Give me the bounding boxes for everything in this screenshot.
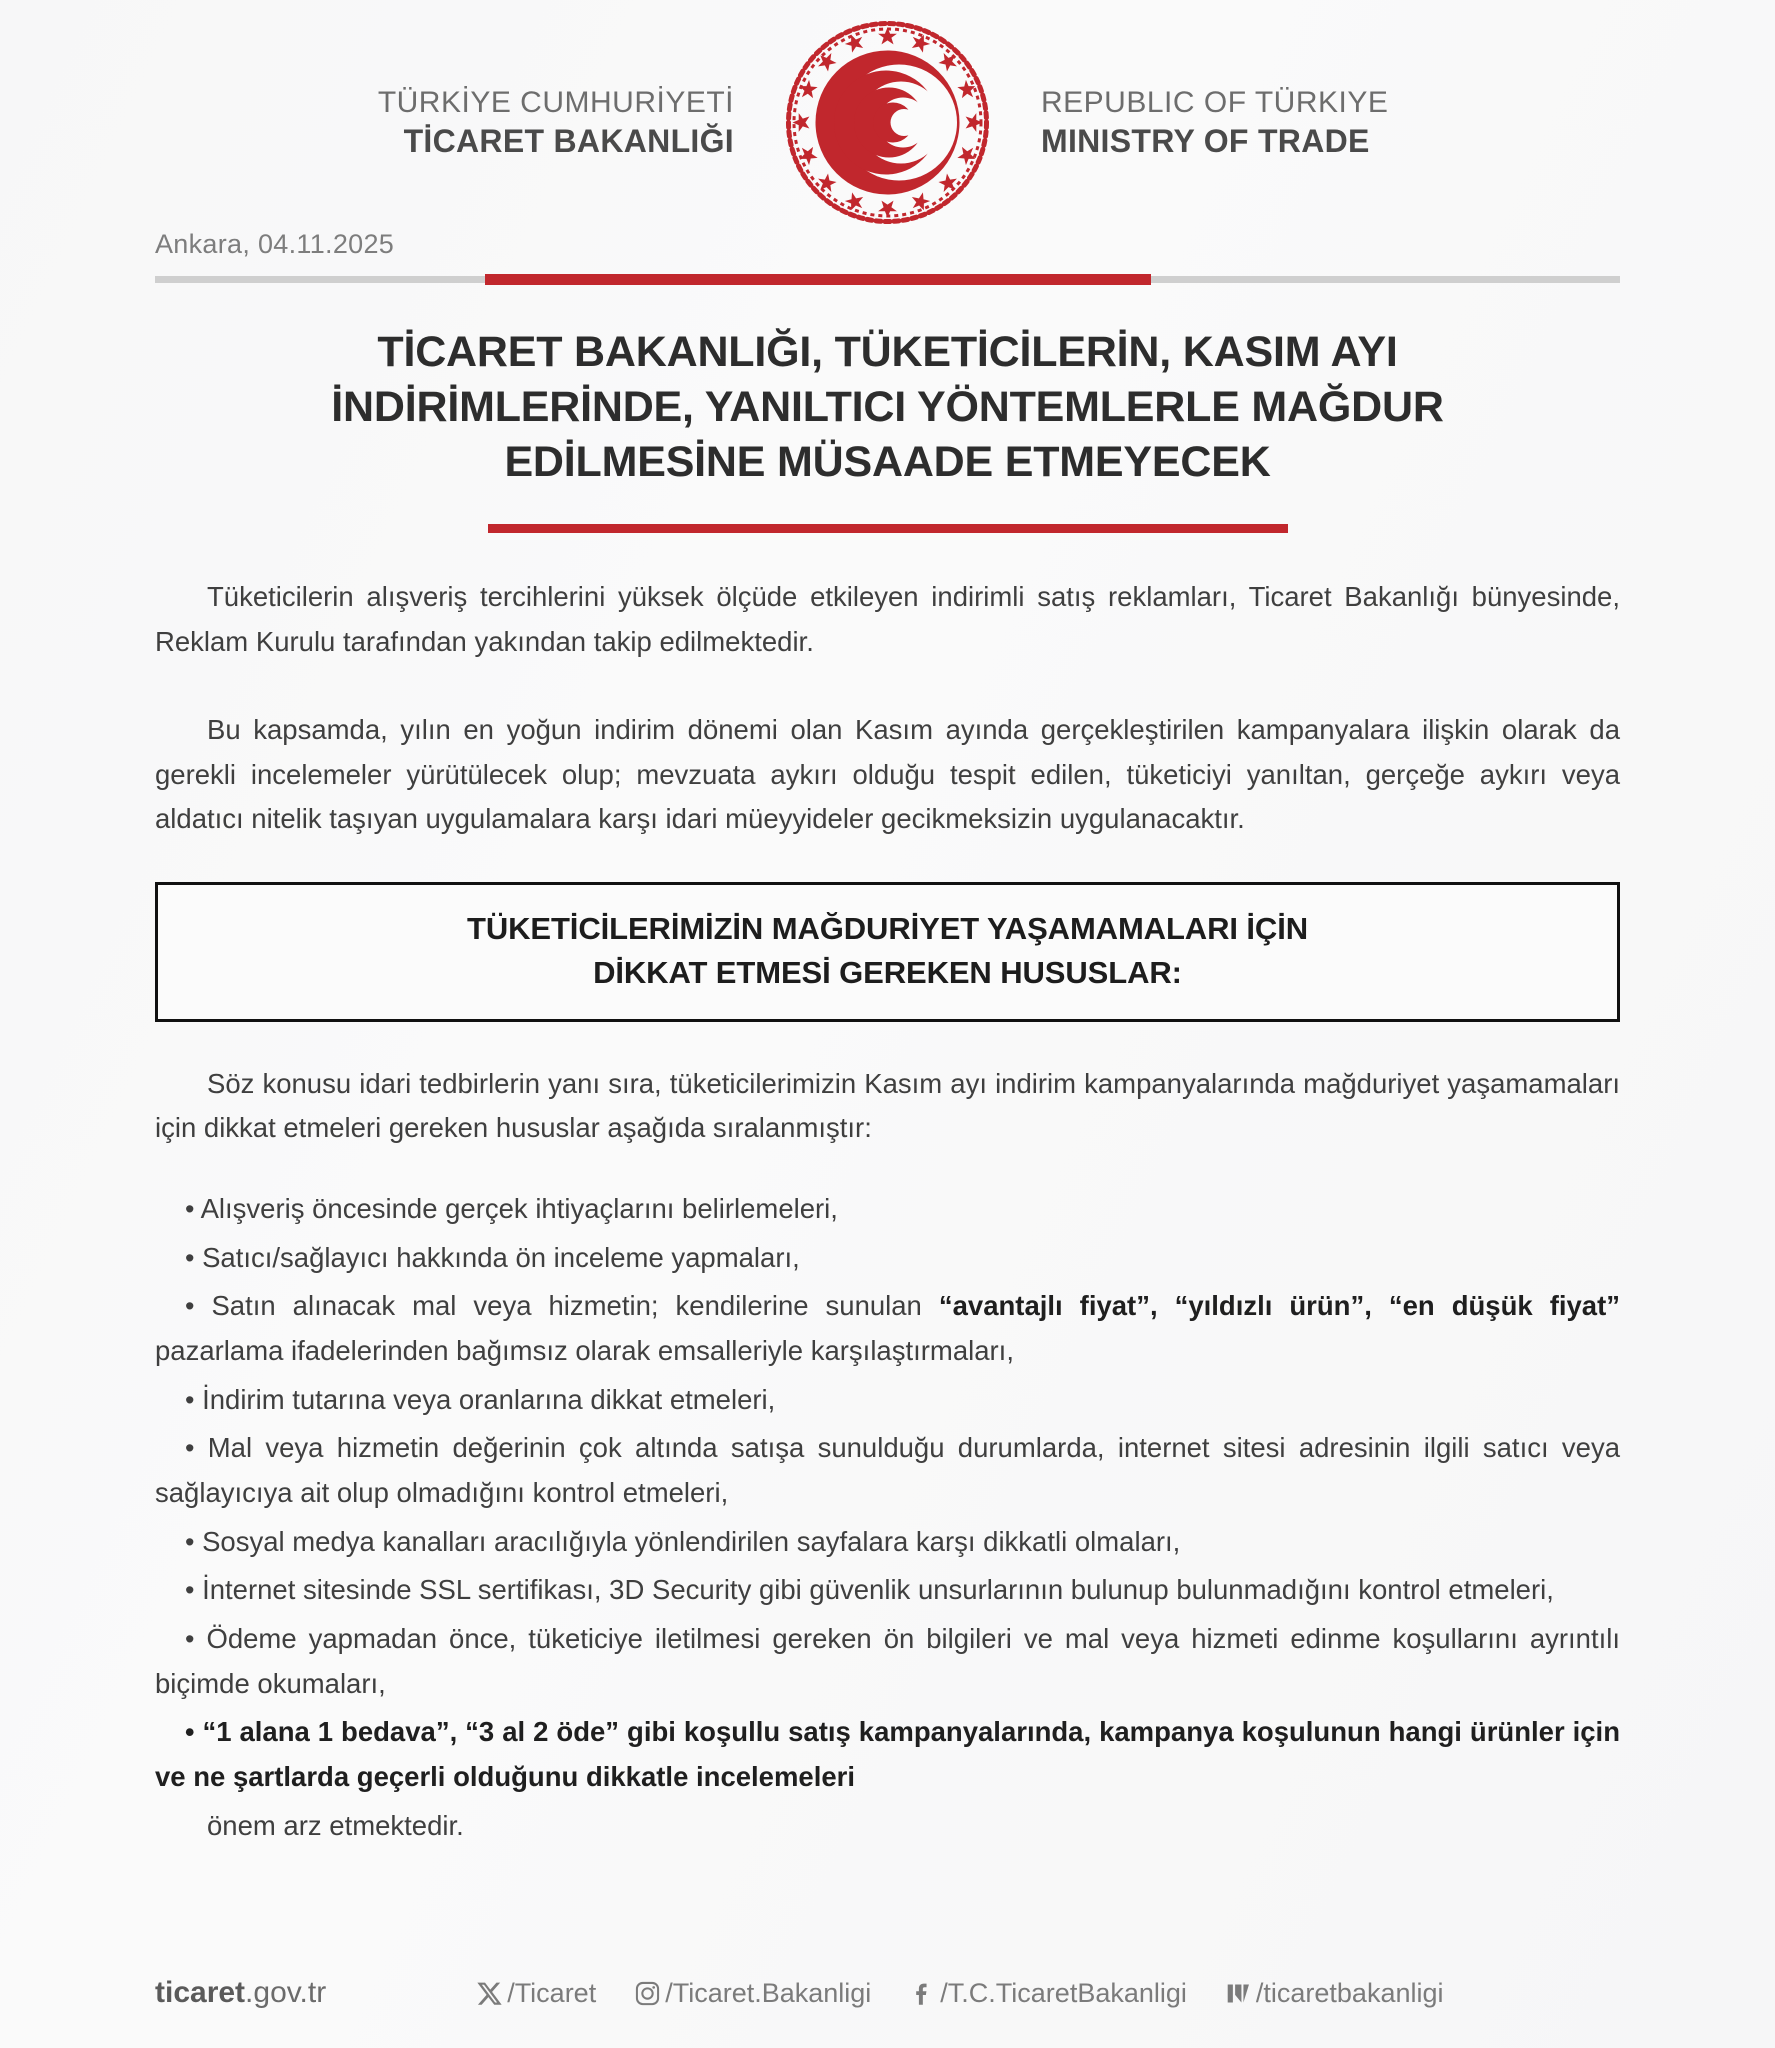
- list-item: [155, 1378, 1620, 1423]
- header-tr-line1: TÜRKİYE CUMHURİYETİ: [377, 85, 734, 119]
- facebook-icon: [909, 1980, 936, 2007]
- list-item-text: Ödeme yapmadan önce, tüketiciye iletilmesi gereken ön bilgileri ve mal veya hizmeti edinme koşullarını ayrıntılı biçimde okumaları,: [155, 1623, 1621, 1699]
- page-title-line1: TİCARET BAKANLIĞI, TÜKETİCİLERİN, KASIM AYI: [377, 328, 1398, 376]
- turkish-state-emblem-icon: [780, 15, 995, 230]
- header-en-line1: REPUBLIC OF TÜRKIYE: [1041, 85, 1389, 119]
- dateline: Ankara, 04.11.2025: [155, 229, 395, 259]
- document-footer: [0, 1976, 1775, 2010]
- social-links: [476, 1978, 1443, 2009]
- website-url-bold: ticaret: [155, 1976, 246, 2009]
- social-link-nsosyal[interactable]: [1225, 1978, 1444, 2009]
- social-handle-nsosyal: /ticaretbakanligi: [1255, 1977, 1444, 2008]
- list-item-text: Satıcı/sağlayıcı hakkında ön inceleme yapmaları,: [202, 1241, 800, 1273]
- document-body: [155, 575, 1620, 1848]
- website-url-rest: .gov.tr: [245, 1976, 327, 2009]
- list-item-text: İndirim tutarına veya oranlarına dikkat etmeleri,: [202, 1383, 776, 1415]
- bullet-marker: •: [185, 1242, 195, 1273]
- bullet-marker: •: [185, 1291, 195, 1322]
- paragraph-3: Söz konusu idari tedbirlerin yanı sıra, tüketicilerimizin Kasım ayı indirim kampanyalarında mağduriyet yaşamamaları için dikkat etmeleri gereken hususlar aşağıda sıralanmıştır:: [155, 1067, 1620, 1144]
- list-item: [155, 1520, 1620, 1565]
- list-item: [155, 1187, 1620, 1232]
- social-handle-x: /Ticaret: [507, 1977, 597, 2008]
- header-tr-line2: TİCARET BAKANLIĞI: [403, 123, 734, 160]
- list-item-text-bold: “avantajlı fiyat”, “yıldızlı ürün”, “en düşük fiyat”: [938, 1290, 1620, 1322]
- title-underline: [488, 524, 1288, 533]
- page-title-line2: İNDİRİMLERİNDE, YANILTICI YÖNTEMLERLE MAĞDUR: [331, 383, 1444, 432]
- list-item-text-post: pazarlama ifadelerinden bağımsız olarak emsalleriyle karşılaştırmaları,: [155, 1335, 1014, 1367]
- nsosyal-icon: [1225, 1980, 1252, 2007]
- list-item: [155, 1284, 1620, 1373]
- x-twitter-icon: [476, 1980, 503, 2007]
- callout-box: [155, 882, 1620, 1022]
- social-link-x[interactable]: [476, 1978, 596, 2009]
- page-title: [243, 325, 1533, 490]
- document-header: [0, 0, 1775, 215]
- bullet-marker: •: [185, 1526, 195, 1557]
- bullet-marker: •: [185, 1624, 195, 1655]
- bullet-marker: •: [185, 1433, 195, 1464]
- divider-segment-gray-right: [1151, 276, 1620, 283]
- bullet-marker: •: [185, 1384, 195, 1415]
- paragraph-2: Bu kapsamda, yılın en yoğun indirim dönemi olan Kasım ayında gerçekleştirilen kampanyalara ilişkin olarak da gerekli incelemeler yürütülecek olup; mevzuata aykırı olduğu tespit edilen, tüketiciyi yanıltan, gerçeğe aykırı veya aldatıcı nitelik taşıyan uygulamalara karşı idari müeyyideler gecikmeksizin uygulanacaktır.: [155, 714, 1620, 835]
- bullet-marker: •: [185, 1717, 195, 1748]
- list-item: [155, 1617, 1620, 1706]
- social-link-facebook[interactable]: [909, 1978, 1187, 2009]
- bullet-marker: •: [185, 1193, 195, 1224]
- list-item: [155, 1426, 1620, 1515]
- social-handle-facebook: /T.C.TicaretBakanligi: [940, 1977, 1187, 2008]
- list-item-text: Mal veya hizmetin değerinin çok altında satışa sunulduğu durumlarda, internet sitesi adresinin ilgili satıcı veya sağlayıcıya ait olup olmadığını kontrol etmeleri,: [155, 1432, 1621, 1509]
- closing-line: önem arz etmektedir.: [207, 1809, 464, 1841]
- social-link-instagram[interactable]: [634, 1978, 871, 2009]
- header-en-line2: MINISTRY OF TRADE: [1041, 123, 1370, 160]
- list-item: [155, 1236, 1620, 1281]
- bullet-marker: •: [185, 1575, 195, 1606]
- list-item: [155, 1568, 1620, 1613]
- callout-line1: TÜKETİCİLERİMİZİN MAĞDURİYET YAŞAMAMALARI İÇİN: [466, 910, 1308, 946]
- list-item: [155, 1710, 1620, 1799]
- header-divider: [155, 274, 1620, 285]
- header-english-text: [995, 84, 1475, 162]
- list-item-text: Alışveriş öncesinde gerçek ihtiyaçlarını belirlemeleri,: [200, 1192, 838, 1224]
- social-handle-instagram: /Ticaret.Bakanligi: [665, 1977, 872, 2008]
- list-item-text: İnternet sitesinde SSL sertifikası, 3D Security gibi güvenlik unsurlarının bulunup bulunmadığını kontrol etmeleri,: [202, 1574, 1554, 1606]
- callout-line2: DİKKAT ETMESİ GEREKEN HUSUSLAR:: [593, 954, 1182, 990]
- dateline-wrap: [0, 229, 1775, 260]
- list-item-text: “1 alana 1 bedava”, “3 al 2 öde” gibi koşullu satış kampanyalarında, kampanya koşulunun hangi ürünler için ve ne şartlarda geçerli olduğunu dikkatle incelemeleri: [155, 1716, 1620, 1793]
- page-title-line3: EDİLMESİNE MÜSAADE ETMEYECEK: [504, 438, 1271, 487]
- divider-segment-red: [485, 274, 1152, 285]
- list-item-text-pre: Satın alınacak mal veya hizmetin; kendilerine sunulan: [211, 1290, 939, 1322]
- instagram-icon: [634, 1980, 661, 2007]
- paragraph-1: Tüketicilerin alışveriş tercihlerini yüksek ölçüde etkileyen indirimli satış reklamları, Ticaret Bakanlığı bünyesinde, Reklam Kurulu tarafından yakından takip edilmektedir.: [155, 581, 1620, 657]
- header-turkish-text: [300, 84, 780, 162]
- list-item-text: Sosyal medya kanalları aracılığıyla yönlendirilen sayfalara karşı dikkatli olmaları,: [202, 1525, 1181, 1557]
- divider-segment-gray-left: [155, 276, 485, 283]
- website-url[interactable]: [155, 1976, 326, 2010]
- advice-bullet-list: [155, 1187, 1620, 1848]
